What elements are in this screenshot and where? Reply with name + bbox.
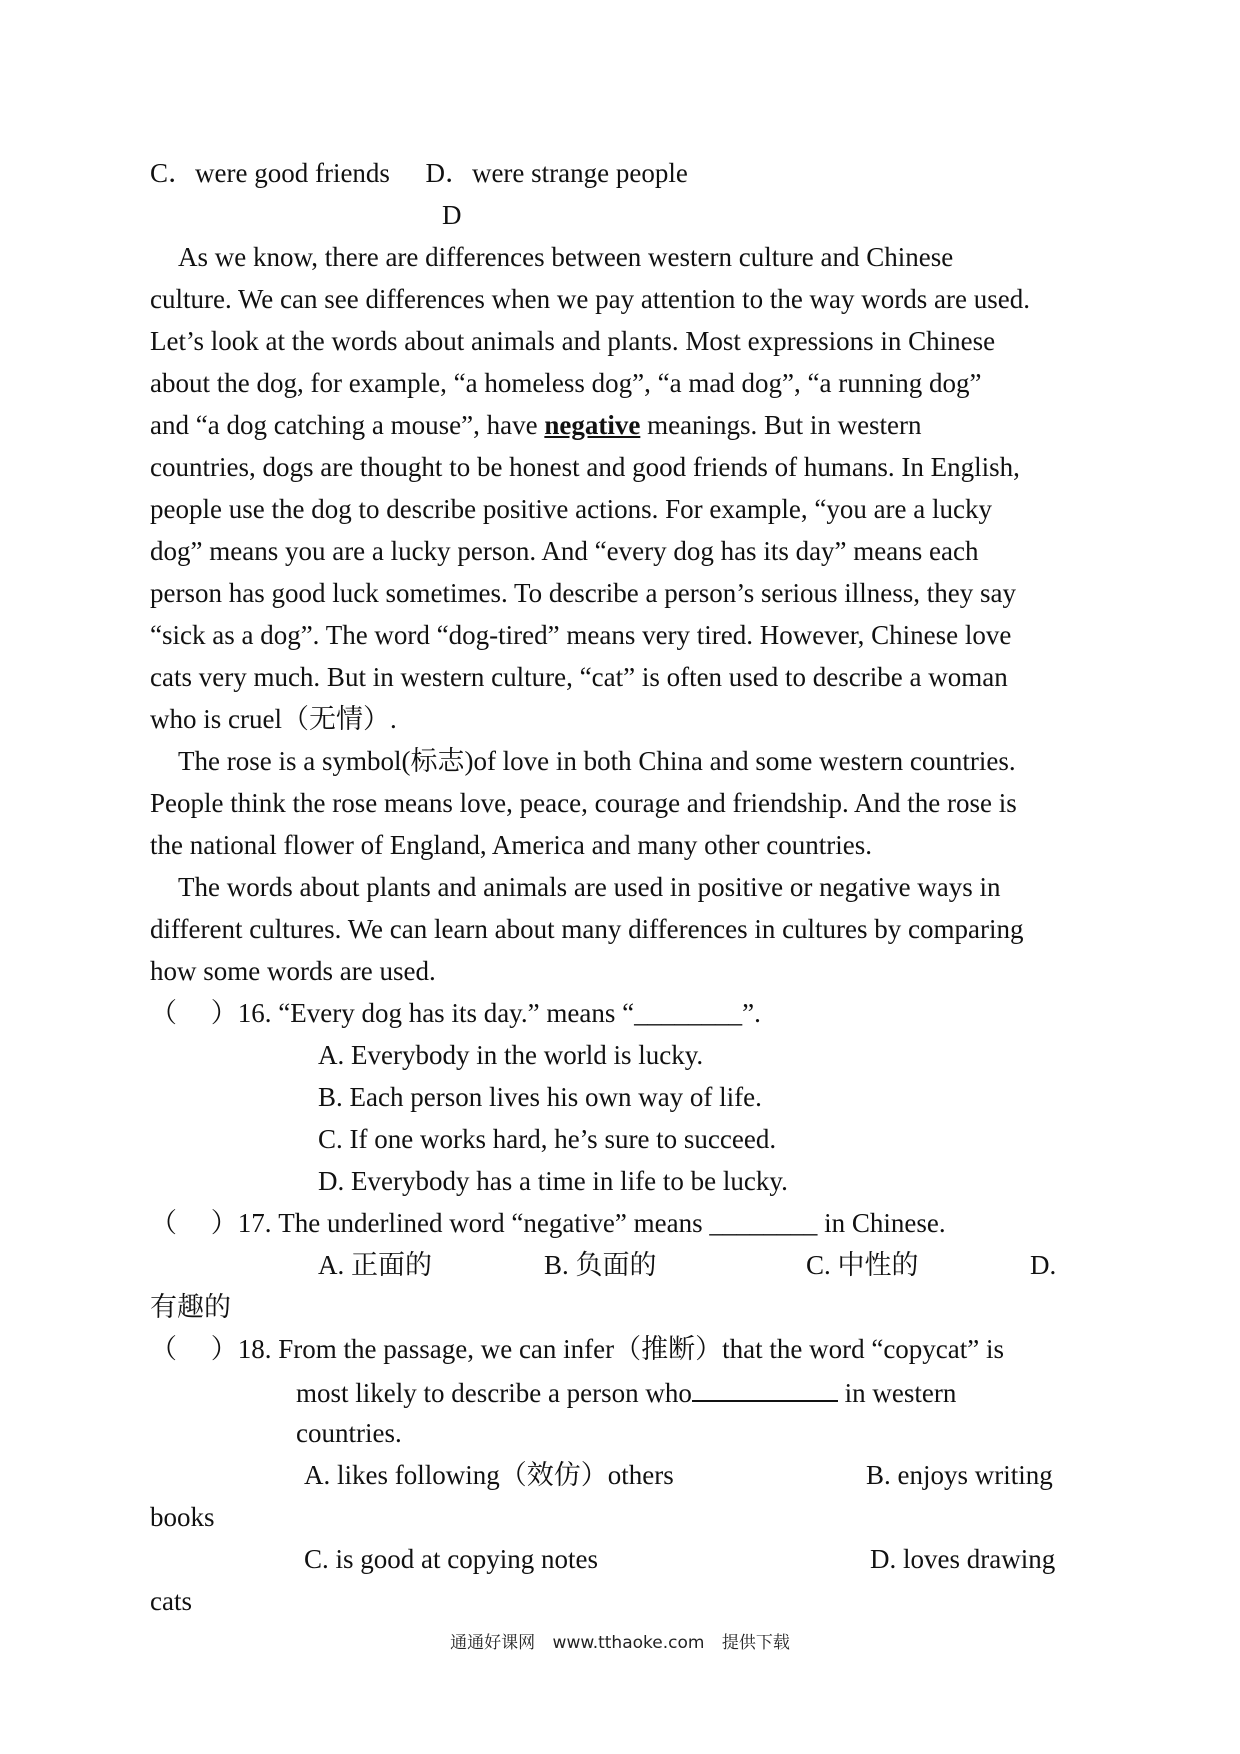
question-17-stem: （ ）17. The underlined word “negative” means ________ in Chinese. (150, 1208, 946, 1238)
passage-line: The words about plants and animals are used in positive or negative ways in (178, 872, 1001, 902)
option-c: C．were good friends (150, 158, 390, 188)
passage-line: countries, dogs are thought to be honest and good friends of humans. In English, (150, 452, 1020, 482)
q17-option-d-text: 有趣的 (150, 1292, 231, 1322)
question-18-stem: （ ）18. From the passage, we can infer（推断）that the word “copycat” is (150, 1334, 1005, 1364)
q17-option-b: B. 负面的 (544, 1250, 657, 1280)
passage-line: “sick as a dog”. The word “dog-tired” means very tired. However, Chinese love (150, 620, 1012, 650)
q16-option-c: C. If one works hard, he’s sure to succeed. (318, 1124, 777, 1154)
question-18-stem-line2 (296, 1374, 956, 1410)
passage-text: in western (837, 1378, 957, 1408)
passage-text: and “a dog catching a mouse”, have (150, 410, 545, 440)
passage-text: meanings. But in western (640, 410, 922, 440)
q17-option-c: C. 中性的 (806, 1250, 919, 1280)
passage-text: most likely to describe a person who (296, 1378, 692, 1408)
passage-line: who is cruel（无情）. (150, 704, 397, 734)
passage-line: dog” means you are a lucky person. And “every dog has its day” means each (150, 536, 979, 566)
answer-blank (692, 1374, 838, 1402)
q17-option-a: A. 正面的 (318, 1250, 432, 1280)
question-16-stem: （ ）16. “Every dog has its day.” means “________”. (150, 998, 761, 1028)
underlined-word: negative (544, 410, 641, 440)
q18-option-b-wrap: books (150, 1502, 215, 1532)
passage-line: As we know, there are differences between western culture and Chinese (178, 242, 954, 272)
passage-line (150, 408, 922, 442)
passage-line: different cultures. We can learn about many differences in cultures by comparing (150, 914, 1024, 944)
q17-option-d: D. (1030, 1250, 1057, 1280)
passage-line: person has good luck sometimes. To describe a person’s serious illness, they say (150, 578, 1016, 608)
footer-action: 提供下载 (721, 1633, 790, 1653)
passage-line: culture. We can see differences when we pay attention to the way words are used. (150, 284, 1030, 314)
q18-option-d: D. loves drawing (870, 1544, 1056, 1574)
q16-option-b: B. Each person lives his own way of life. (318, 1082, 762, 1112)
q16-option-a: A. Everybody in the world is lucky. (318, 1040, 704, 1070)
passage-line: the national flower of England, America and many other countries. (150, 830, 873, 860)
passage-line: how some words are used. (150, 956, 436, 986)
passage-line: about the dog, for example, “a homeless dog”, “a mad dog”, “a running dog” (150, 368, 982, 398)
passage-line: cats very much. But in western culture, “cat” is often used to describe a woman (150, 662, 1008, 692)
passage-line: The rose is a symbol(标志)of love in both China and some western countries. (178, 746, 1016, 776)
footer-site-name: 通通好课网 (450, 1633, 536, 1653)
q18-option-b: B. enjoys writing (866, 1460, 1053, 1490)
q16-option-d: D. Everybody has a time in life to be lucky. (318, 1166, 788, 1196)
passage-line: Let’s look at the words about animals and plants. Most expressions in Chinese (150, 326, 996, 356)
section-label: D (442, 200, 462, 230)
prev-question-options (150, 156, 688, 190)
footer-url[interactable]: www.tthaoke.com (552, 1633, 705, 1653)
passage-line: people use the dog to describe positive actions. For example, “you are a lucky (150, 494, 992, 524)
question-18-stem-line3: countries. (296, 1418, 402, 1448)
q18-option-c: C. is good at copying notes (304, 1544, 598, 1574)
q18-option-d-wrap: cats (150, 1586, 192, 1616)
passage-line: People think the rose means love, peace, courage and friendship. And the rose is (150, 788, 1017, 818)
page-footer (0, 1628, 1240, 1653)
q18-option-a: A. likes following（效仿）others (304, 1460, 674, 1490)
option-d: D．were strange people (425, 158, 688, 188)
